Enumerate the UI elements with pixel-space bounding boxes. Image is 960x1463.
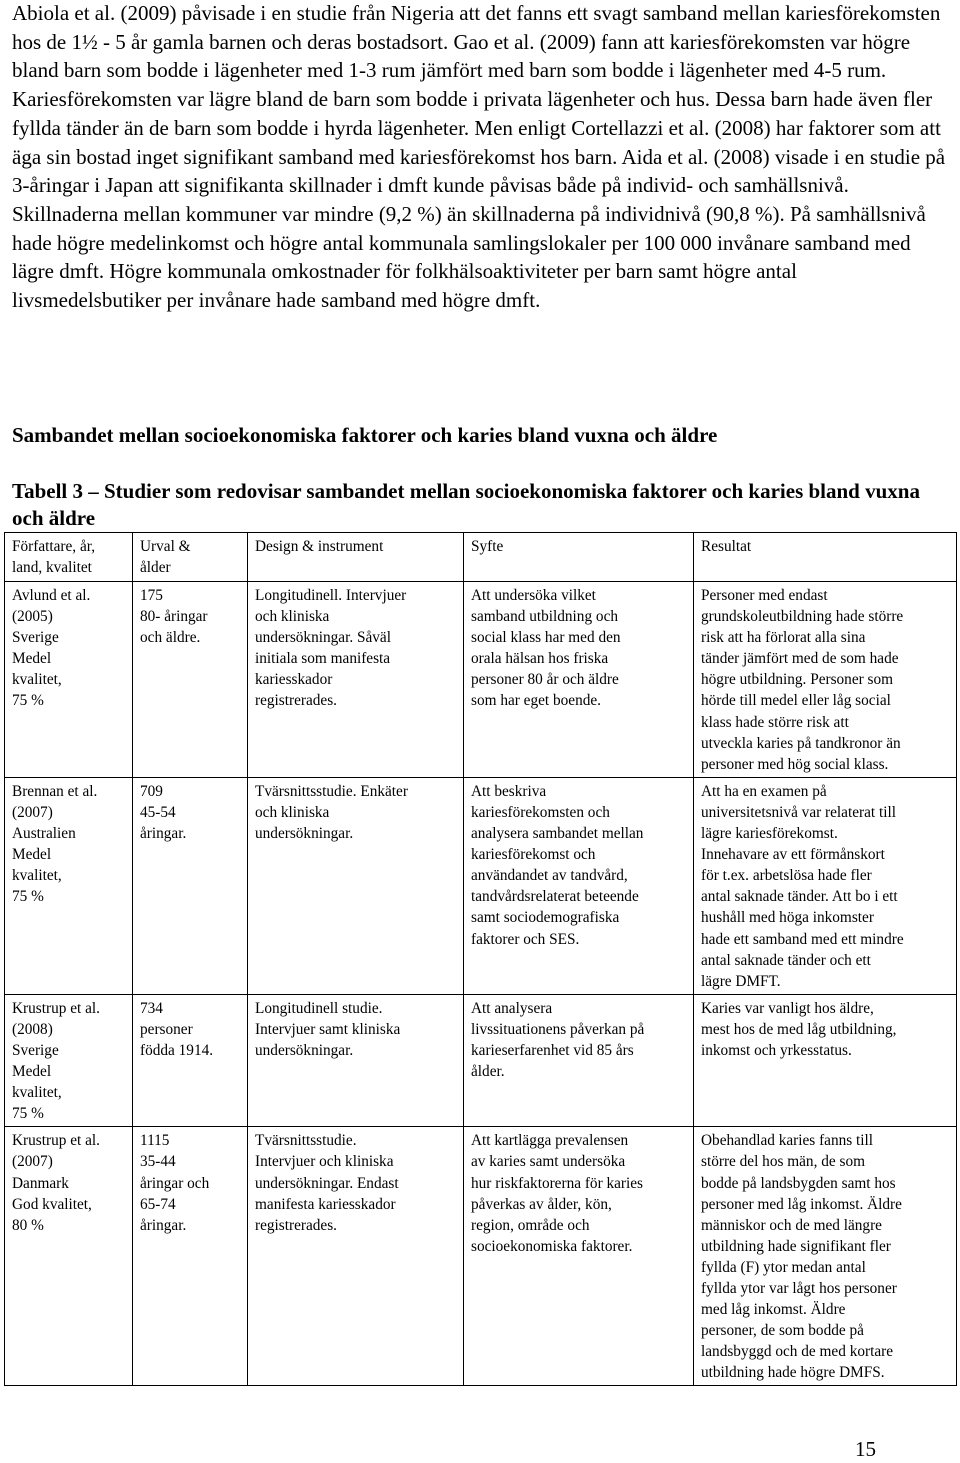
cell-sample: 734 personer födda 1914. bbox=[133, 994, 248, 1127]
header-design: Design & instrument bbox=[248, 533, 464, 582]
cell-author: Krustrup et al. (2007) Danmark God kvalitet, 80 % bbox=[5, 1127, 133, 1386]
cell-design: Longitudinell studie. Intervjuer samt kliniska undersökningar. bbox=[248, 994, 464, 1127]
cell-purpose: Att undersöka vilket samband utbildning och social klass har med den orala hälsan hos friska personer 80 år och äldre som har eget boende. bbox=[464, 582, 694, 778]
section-heading: Sambandet mellan socioekonomiska faktorer och karies bland vuxna och äldre bbox=[12, 423, 718, 447]
cell-result: Personer med endast grundskoleutbildning hade större risk att ha förlorat alla sina tänder jämfört med de som hade högre utbildning. Personer som hörde till medel eller låg social klass hade större risk att utveckla karies på tandkronor än personer med hög social klass. bbox=[694, 582, 957, 778]
cell-purpose: Att kartlägga prevalensen av karies samt undersöka hur riskfaktorerna för karies påverkas av ålder, kön, region, område och socioekonomiska faktorer. bbox=[464, 1127, 694, 1386]
table-row bbox=[5, 582, 957, 778]
cell-design: Tvärsnittsstudie. Intervjuer och kliniska undersökningar. Endast manifesta kariesskador registrerades. bbox=[248, 1127, 464, 1386]
cell-author: Avlund et al. (2005) Sverige Medel kvalitet, 75 % bbox=[5, 582, 133, 778]
studies-table bbox=[4, 532, 957, 1386]
cell-result: Att ha en examen på universitetsnivå var relaterat till lägre kariesförekomst. Innehavare av ett förmånskort för t.ex. arbetslösa hade fler antal saknade tänder. Att bo i ett hushåll med höga inkomster hade ett samband med ett mindre antal saknade tänder och ett lägre DMFT. bbox=[694, 777, 957, 994]
cell-author: Krustrup et al. (2008) Sverige Medel kvalitet, 75 % bbox=[5, 994, 133, 1127]
cell-sample: 175 80- åringar och äldre. bbox=[133, 582, 248, 778]
header-purpose: Syfte bbox=[464, 533, 694, 582]
cell-purpose: Att beskriva kariesförekomsten och analysera sambandet mellan kariesförekomst och användandet av tandvård, tandvårdsrelaterat beteende samt sociodemografiska faktorer och SES. bbox=[464, 777, 694, 994]
cell-result: Karies var vanligt hos äldre, mest hos de med låg utbildning, inkomst och yrkesstatus. bbox=[694, 994, 957, 1127]
table-title: Tabell 3 – Studier som redovisar sambandet mellan socioekonomiska faktorer och karies bland vuxna och äldre bbox=[12, 479, 920, 530]
table-row bbox=[5, 777, 957, 994]
table-header-row bbox=[5, 533, 957, 582]
header-author: Författare, år, land, kvalitet bbox=[5, 533, 133, 582]
cell-design: Tvärsnittsstudie. Enkäter och kliniska undersökningar. bbox=[248, 777, 464, 994]
header-result: Resultat bbox=[694, 533, 957, 582]
intro-paragraph: Abiola et al. (2009) påvisade i en studie från Nigeria att det fanns ett svagt samband mellan kariesförekomsten hos de 1½ - 5 år gamla barnen och deras bostadsort. Gao et al. (2009) fann att kariesförekomsten var högre bland barn som bodde i lägenheter med 1-3 rum jämfört med barn som bodde i lägenheter med 4-5 rum. Kariesförekomsten var lägre bland de barn som bodde i privata lägenheter och hus. Dessa barn hade även fler fyllda tänder än de barn som bodde i hyrda lägenheter. Men enligt Cortellazzi et al. (2008) har faktorer som att äga sin bostad inget signifikant samband med kariesförekomst hos barn. Aida et al. (2008) visade i en studie på 3-åringar i Japan att signifikanta skillnader i dmft kunde påvisas både på individ- och samhällsnivå. Skillnaderna mellan kommuner var mindre (9,2 %) än skillnaderna på individnivå (90,8 %). På samhällsnivå hade högre medelinkomst och högre antal kommunala samlingslokaler per 100 000 invånare samband med lägre dmft. Högre kommunala omkostnader för folkhälsoaktiviteter per barn samt högre antal livsmedelsbutiker per invånare hade samband med högre dmft. bbox=[12, 1, 946, 313]
cell-author: Brennan et al. (2007) Australien Medel kvalitet, 75 % bbox=[5, 777, 133, 994]
cell-sample: 1115 35-44 åringar och 65-74 åringar. bbox=[133, 1127, 248, 1386]
table-row bbox=[5, 994, 957, 1127]
page-number: 15 bbox=[855, 1437, 876, 1461]
cell-purpose: Att analysera livssituationens påverkan på karieserfarenhet vid 85 års ålder. bbox=[464, 994, 694, 1127]
cell-result: Obehandlad karies fanns till större del hos män, de som bodde på landsbygden samt hos personer med låg inkomst. Äldre människor och de med längre utbildning hade signifikant fler fyllda (F) ytor medan antal fyllda ytor var lågt hos personer med låg inkomst. Äldre personer, de som bodde på landsbyggd och de med kortare utbildning hade högre DMFS. bbox=[694, 1127, 957, 1386]
cell-sample: 709 45-54 åringar. bbox=[133, 777, 248, 994]
header-sample: Urval & ålder bbox=[133, 533, 248, 582]
cell-design: Longitudinell. Intervjuer och kliniska undersökningar. Såväl initiala som manifesta kariesskador registrerades. bbox=[248, 582, 464, 778]
table-row bbox=[5, 1127, 957, 1386]
